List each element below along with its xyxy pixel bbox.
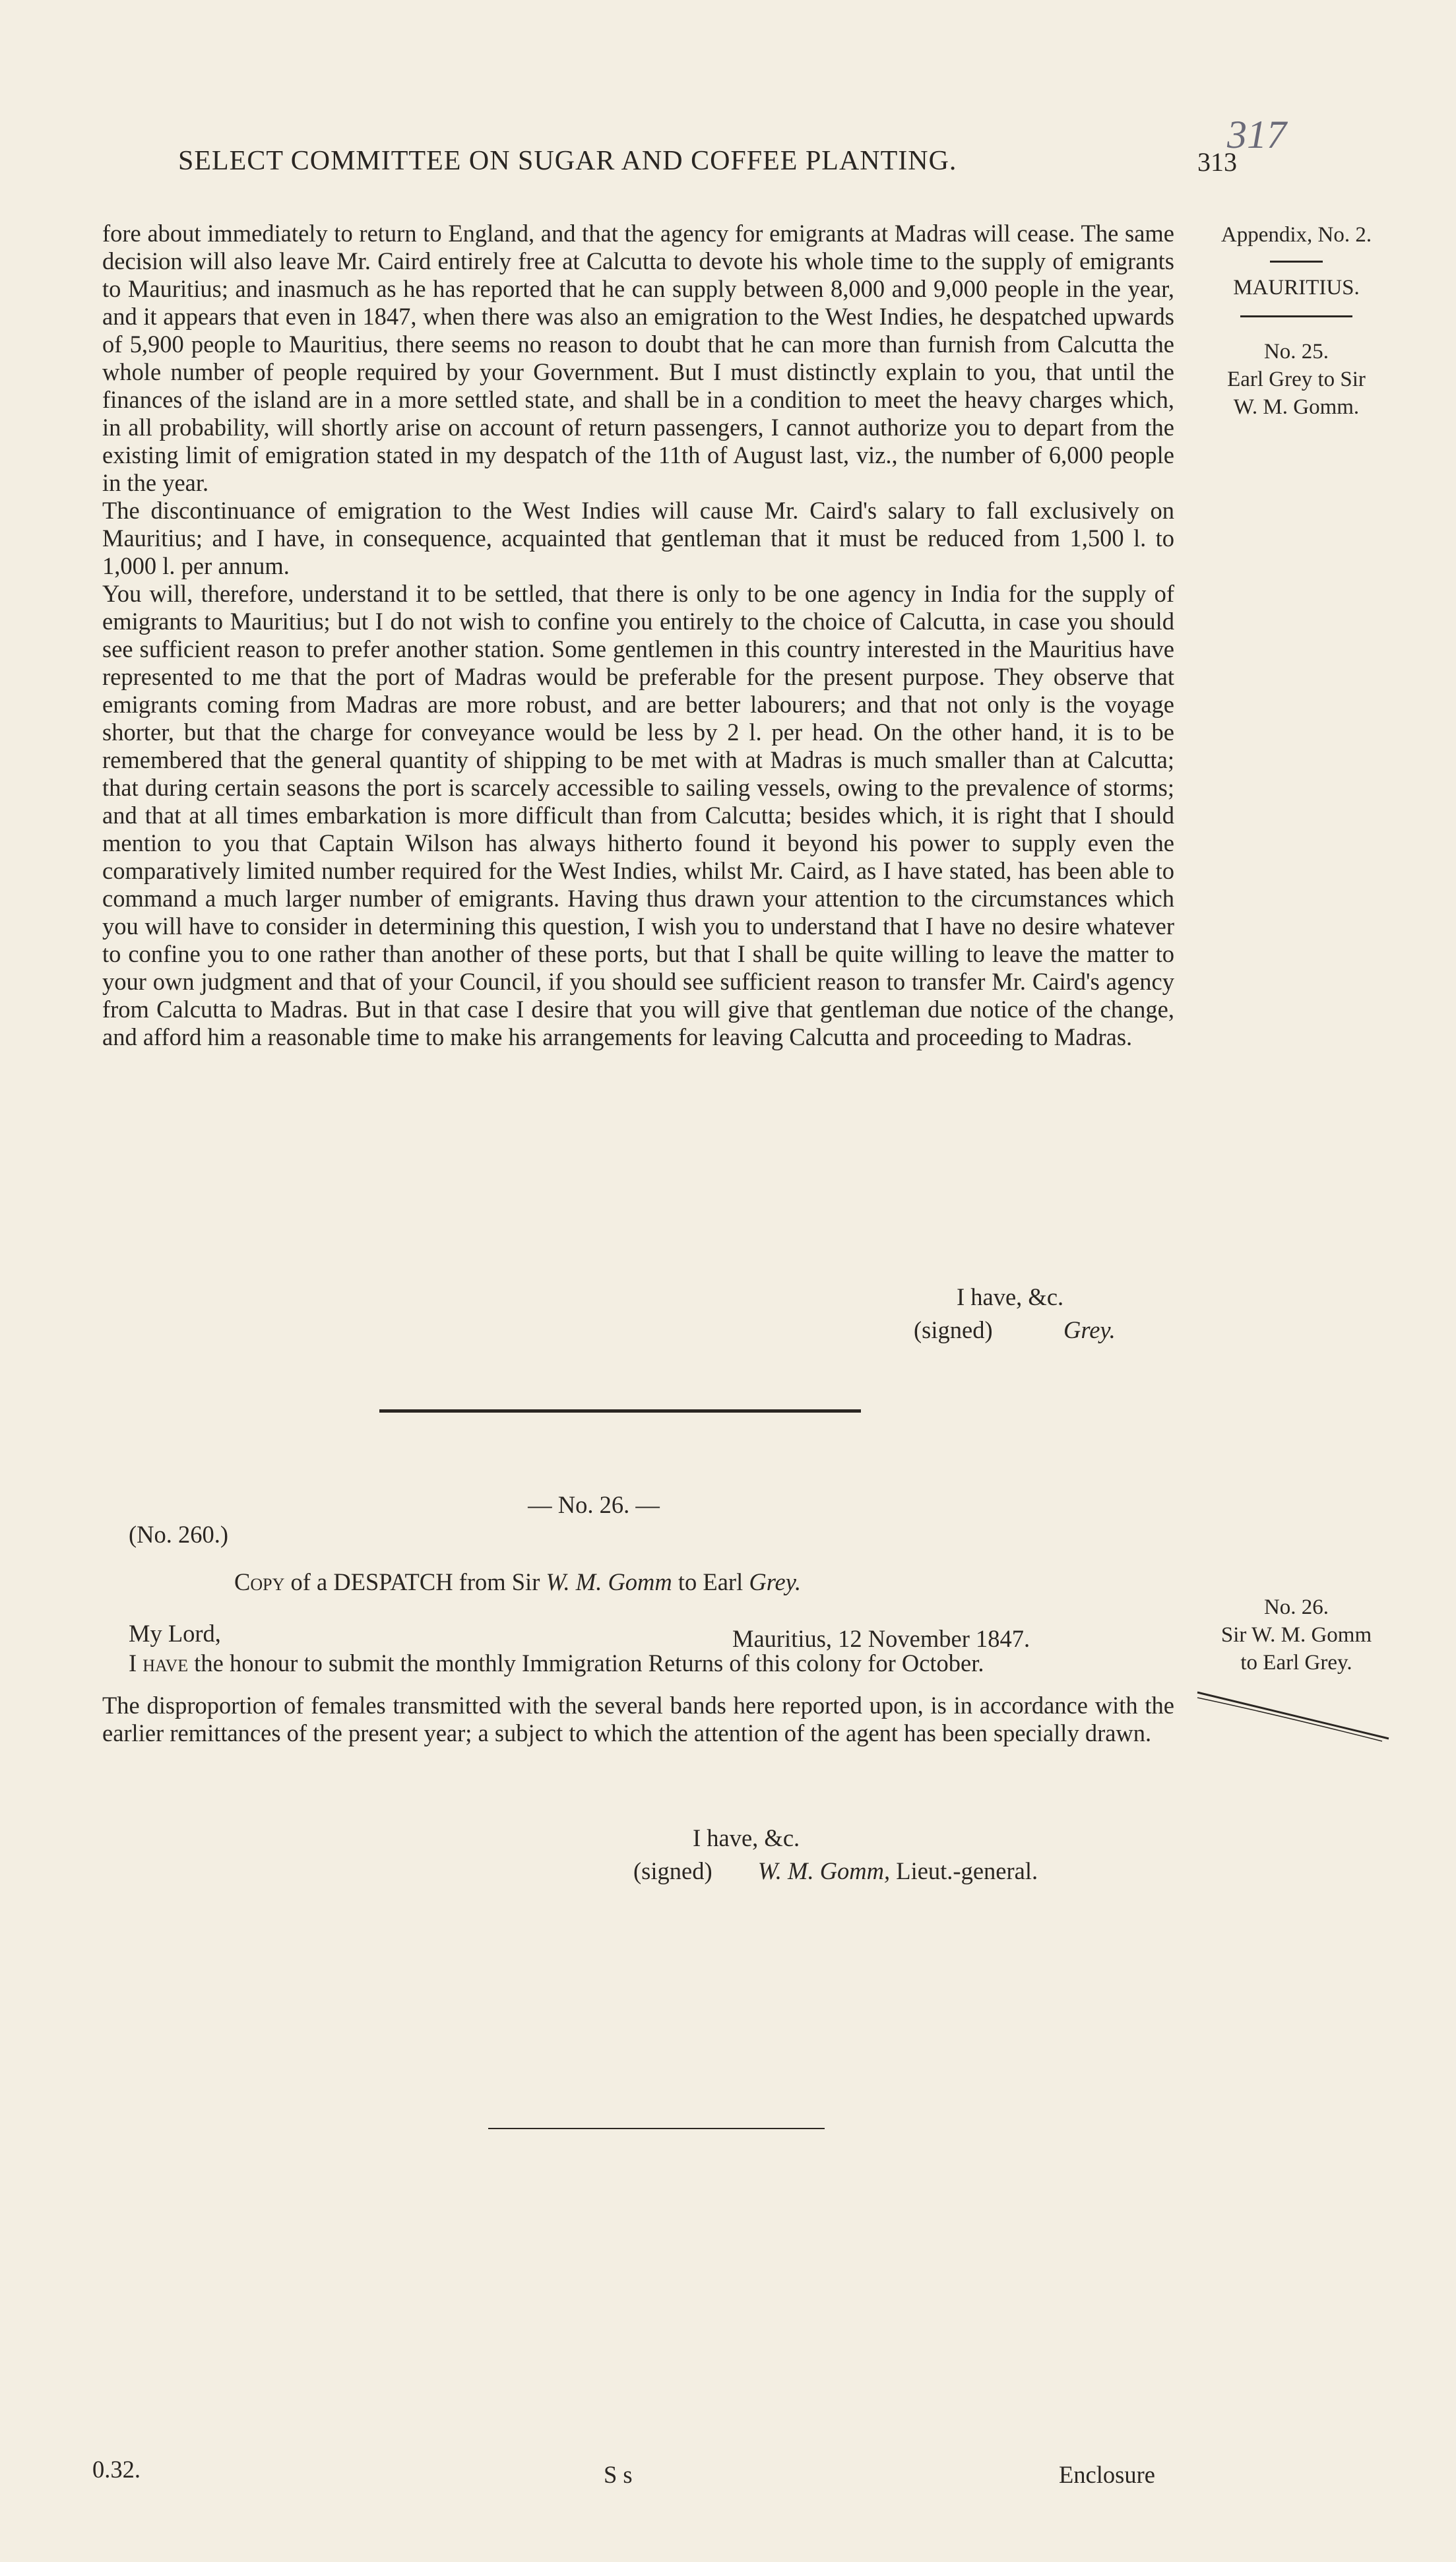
end-rule	[488, 2128, 825, 2129]
paragraph	[102, 1649, 1174, 1677]
salutation: My Lord,	[129, 1620, 221, 1647]
closing-26: I have, &c.	[693, 1824, 800, 1851]
signer-25: Grey.	[1063, 1316, 1116, 1343]
signer-rank: Lieut.-general.	[896, 1857, 1038, 1884]
paragraph: The disproportion of females transmitted with the several bands here reported upon, is in accordance with the earlier remittances of the present year; a subject to which the attention of the agent has been specially drawn.	[102, 1692, 1174, 1746]
running-header-title: SELECT COMMITTEE ON SUGAR AND COFFEE PLANTING.	[178, 146, 957, 176]
margin-flourish	[1194, 1686, 1392, 1745]
margin-colony: MAURITIUS.	[1233, 276, 1360, 300]
title-grey: Grey.	[749, 1568, 802, 1595]
title-to: to Earl	[678, 1568, 744, 1595]
paragraph: fore about immediately to return to England, and that the agency for emigrants at Madras will cease. The same decision will also leave Mr. Caird entirely free at Calcutta to devote his whole time to the supply of emigrants to Mauritius; and inasmuch as he has reported that he can supply between 8,000 and 9,000 people in the year, and it appears that even in 1847, when there was also an emigration to the West Indies, he despatched upwards of 5,900 people to Mauritius, there seems no reason to doubt that he can more than furnish from Calcutta the whole number of people required by your Government. But I must distinctly explain to you, that until the finances of the island are in a more settled state, and shall be in a condition to meet the heavy charges which, in all probability, will shortly arise on account of return passengers, I cannot authorize you to depart from the existing limit of emigration stated in my despatch of the 11th of August last, viz., the number of 6,000 people in the year.	[102, 220, 1174, 496]
section-divider	[379, 1409, 861, 1413]
margin-from-to-25-line2: W. M. Gomm.	[1233, 395, 1360, 419]
place-date: Mauritius, 12 November 1847.	[732, 1625, 1030, 1652]
despatch-26-ref: (No. 260.)	[129, 1521, 229, 1548]
margin-rule-long	[1240, 315, 1352, 317]
para-rest: the honour to submit the monthly Immigration Returns of this colony for October.	[194, 1649, 984, 1677]
despatch-26-heading: — No. 26. —	[528, 1491, 660, 1518]
title-copy: Copy	[234, 1568, 285, 1595]
footer-signature-mark: S s	[604, 2461, 633, 2488]
margin-doc-no-25: No. 25.	[1263, 340, 1329, 364]
margin-from-to-26-line1: Sir W. M. Gomm	[1220, 1623, 1372, 1647]
paragraph: You will, therefore, understand it to be settled, that there is only to be one agency in India for the supply of emigrants to Mauritius; but I do not wish to confine you entirely to the choice of Calcutta, in case you should see sufficient reason to prefer another station. Some gentlemen in this country interested in the Mauritius have represented to me that the port of Madras would be preferable for the present purpose. They observe that emigrants coming from Madras are more robust, and are better labourers; and that not only is the voyage shorter, but that the charge for conveyance would be less by 2 l. per head. On the other hand, it is to be remembered that the general quantity of shipping to be met with at Madras is much smaller than at Calcutta; that during certain seasons the port is scarcely accessible to sailing vessels, owing to the prevalence of storms; and that at all times embarkation is more difficult than from Calcutta; besides which, it is right that I should mention to you that Captain Wilson has always hitherto found it beyond his power to supply even the comparatively limited number required for the West Indies, whilst Mr. Caird, as I have stated, has been able to command a much larger number of emigrants. Having thus drawn your attention to the circumstances which you will have to consider in determining this question, I wish you to understand that I have no desire whatever to confine you to one rather than another of these ports, but that I shall be quite willing to leave the matter to your own judgment and that of your Council, if you should see sufficient reason to transfer Mr. Caird's agency from Calcutta to Madras. But in that case I desire that you will give that gentleman due notice of the change, and afford him a reasonable time to make his arrangements for leaving Calcutta and proceeding to Madras.	[102, 580, 1174, 1050]
margin-from-to-26-line2: to Earl Grey.	[1240, 1651, 1352, 1675]
signed-label-26: (signed)	[633, 1857, 712, 1884]
para-lead: I have	[129, 1649, 189, 1677]
signer-26: W. M. Gomm,	[757, 1857, 891, 1884]
despatch-25-body	[102, 220, 1174, 1051]
handwritten-page-number: 317	[1227, 113, 1286, 156]
despatch-26-body	[102, 1649, 1174, 1747]
closing-25: I have, &c.	[957, 1283, 1064, 1310]
margin-from-to-25-line1: Earl Grey to Sir	[1227, 368, 1366, 391]
margin-appendix: Appendix, No. 2.	[1220, 223, 1372, 247]
margin-rule-short	[1270, 261, 1323, 263]
footer-catchword: Enclosure	[1059, 2461, 1155, 2488]
margin-doc-no-26: No. 26.	[1263, 1595, 1329, 1619]
despatch-26-title	[234, 1568, 801, 1596]
page-number: 313	[1197, 147, 1237, 177]
title-rest: of a DESPATCH from Sir	[290, 1568, 540, 1595]
paragraph: The discontinuance of emigration to the West Indies will cause Mr. Caird's salary to fall exclusively on Mauritius; and I have, in consequence, acquainted that gentleman that it must be reduced from 1,500 l. to 1,000 l. per annum.	[102, 497, 1174, 579]
title-name: W. M. Gomm	[546, 1568, 672, 1595]
signed-label-25: (signed)	[914, 1316, 993, 1343]
signature-26	[633, 1857, 1038, 1885]
footer-left: 0.32.	[92, 2456, 141, 2483]
